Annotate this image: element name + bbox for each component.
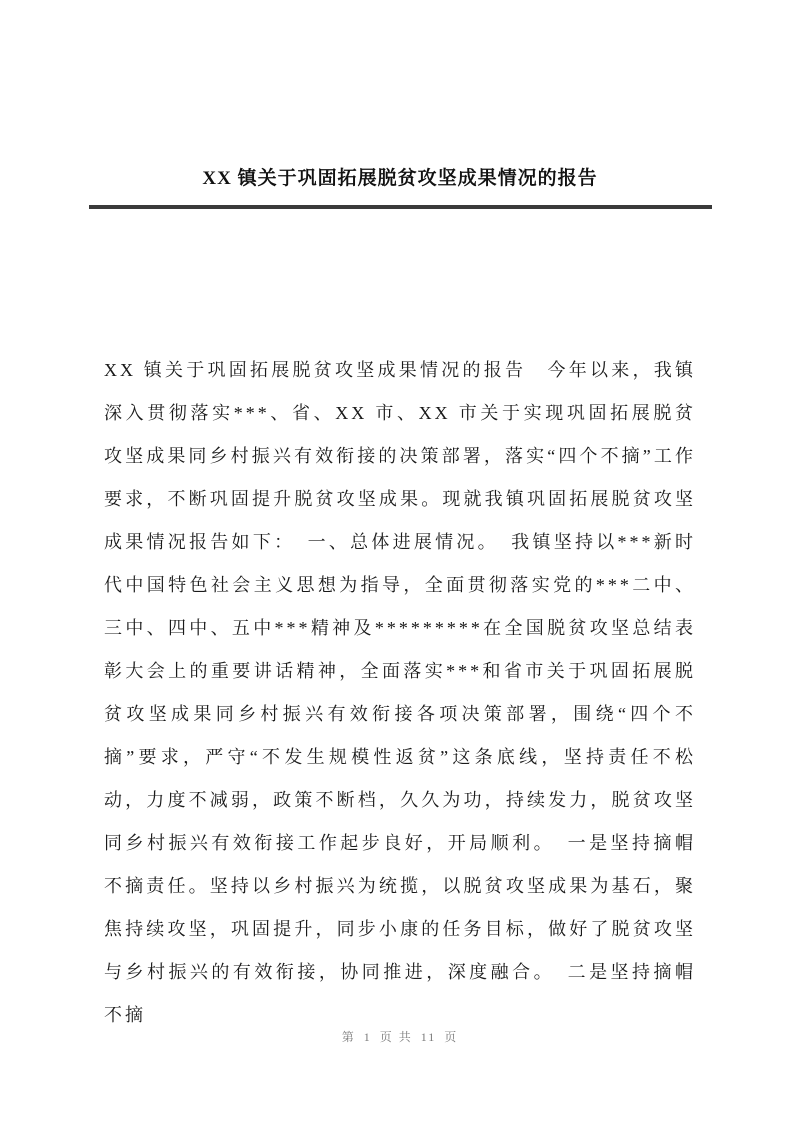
footer-label-after: 页 — [444, 1030, 459, 1044]
current-page-number: 1 — [363, 1030, 372, 1044]
document-title: XX 镇关于巩固拓展脱贫攻坚成果情况的报告 — [202, 168, 598, 189]
footer-label-middle: 页 共 — [379, 1030, 413, 1044]
body-paragraph: XX 镇关于巩固拓展脱贫攻坚成果情况的报告 今年以来，我镇深入贯彻落实***、省、XX 市、XX 市关于实现巩固拓展脱贫攻坚成果同乡村振兴有效衔接的决策部署，落实“四个不摘”工作要求，不断巩固提升脱贫攻坚成果。现就我镇巩固拓展脱贫攻坚成果情况报告如下： 一、总体进展情况。 我镇坚持以***新时代中国特色社会主义思想为指导，全面贯彻落实党的***二中、三中、四中、五中***精神及*********在全国脱贫攻坚总结表彰大会上的重要讲话精神，全面落实***和省市关于巩固拓展脱贫攻坚成果同乡村振兴有效衔接各项决策部署，围绕“四个不摘”要求，严守“不发生规模性返贫”这条底线，坚持责任不松动，力度不减弱，政策不断档，久久为功，持续发力，脱贫攻坚同乡村振兴有效衔接工作起步良好，开局顺利。 一是坚持摘帽不摘责任。坚持以乡村振兴为统揽，以脱贫攻坚成果为基石，聚焦持续攻坚，巩固提升，同步小康的任务目标，做好了脱贫攻坚与乡村振兴的有效衔接，协同推进，深度融合。 二是坚持摘帽不摘 — [104, 360, 696, 1025]
title-divider-line — [89, 205, 712, 209]
total-page-count: 11 — [420, 1030, 437, 1044]
footer-label-before: 第 — [341, 1030, 356, 1044]
page-footer — [0, 1028, 800, 1045]
